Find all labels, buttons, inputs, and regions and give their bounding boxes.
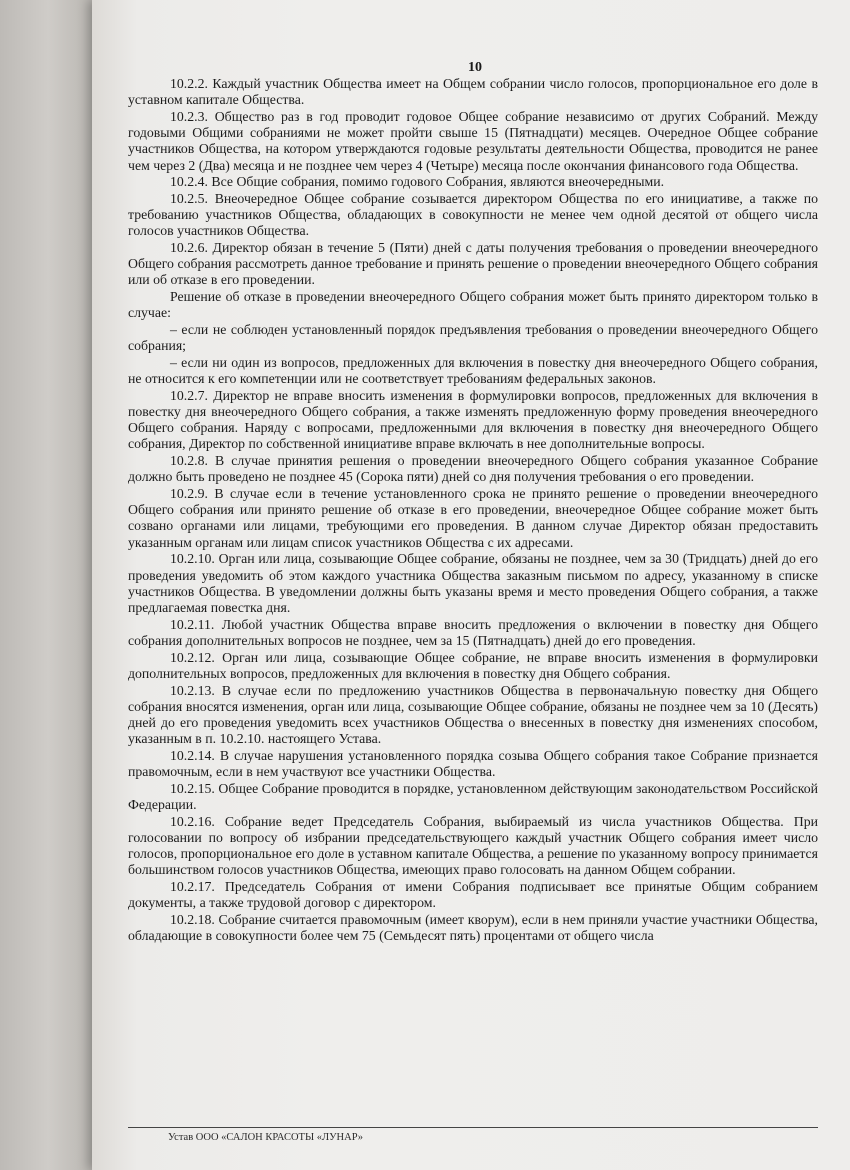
paragraph-10-2-11: 10.2.11. Любой участник Общества вправе вносить предложения о включении в повестку дня Общего собрания дополнительных вопросов не позднее, чем за 15 (Пятнадцать) дней до его проведения.: [128, 616, 818, 648]
paragraph-refusal-intro: Решение об отказе в проведении внеочередного Общего собрания может быть принято директором только в случае:: [128, 289, 818, 321]
paragraph-10-2-4: 10.2.4. Все Общие собрания, помимо годового Собрания, являются внеочередными.: [170, 174, 665, 190]
paragraph-10-2-17: 10.2.17. Председатель Собрания от имени Собрания подписывает все принятые Общим собранием документы, а также трудовой договор с директором.: [128, 878, 818, 911]
paragraph-10-2-6: 10.2.6. Директор обязан в течение 5 (Пяти) дней с даты получения требования о проведении внеочередного Общего собрания рассмотреть данное требование и принять решение о проведении внеочередного Общего собрания или об отказе в его проведении.: [128, 240, 818, 288]
paragraph-refusal-case-1: – если не соблюден установленный порядок предъявления требования о проведении внеочередного Общего собрания;: [128, 322, 818, 354]
page-number: 10: [468, 60, 482, 75]
paragraph-refusal-case-2: – если ни один из вопросов, предложенных для включения в повестку дня внеочередного Общего собрания, не относится к его компетенции или не соответствует требованиям федеральных законов.: [128, 354, 818, 387]
paragraph-10-2-15: 10.2.15. Общее Собрание проводится в порядке, установленном действующим законодательством Российской Федерации.: [128, 780, 818, 812]
footer-divider: [128, 1127, 818, 1128]
paragraph-10-2-7: 10.2.7. Директор не вправе вносить изменения в формулировки вопросов, предложенных для включения в повестку дня внеочередного Общего собрания, а также изменять предложенную форму проведения внеочередного Общего собрания. Наряду с вопросами, предложенными для включения в повестку дня внеочередного Общего собрания, Директор по собственной инициативе вправе включать в нее дополнительные вопросы.: [128, 387, 818, 452]
paragraph-10-2-3: 10.2.3. Общество раз в год проводит годовое Общее собрание независимо от других Собраний. Между годовыми Общими собраниями не может пройти свыше 15 (Пятнадцати) месяцев. Очередное Общее собрание участников Общества, на котором утверждаются годовые результаты деятельности Общества, проводится не ранее чем через 2 (Два) месяца и не позднее чем через 4 (Четыре) месяца после окончания финансового года Общества.: [128, 108, 818, 173]
paragraph-10-2-14: 10.2.14. В случае нарушения установленного порядка созыва Общего собрания такое Собрание признается правомочным, если в нем участвуют все участники Общества.: [128, 747, 818, 780]
paragraph-10-2-16: 10.2.16. Собрание ведет Председатель Собрания, выбираемый из числа участников Общества. При голосовании по вопросу об избрании председательствующего каждый участник Общего собрания имеет число голосов, пропорциональное его доле в уставном капитале Общества, а решение по указанному вопросу принимается большинством голосов участников Общества, имеющих право голосовать на данном Общем собрании.: [128, 813, 818, 878]
document-body: [128, 76, 818, 945]
paragraph-10-2-18: 10.2.18. Собрание считается правомочным (имеет кворум), если в нем приняли участие участники Общества, обладающие в совокупности более чем 75 (Семьдесят пять) процентами от общего числа: [128, 911, 818, 944]
paragraph-10-2-2: 10.2.2. Каждый участник Общества имеет на Общем собрании число голосов, пропорциональное его доле в уставном капитале Общества.: [128, 76, 818, 108]
paragraph-10-2-8: 10.2.8. В случае принятия решения о проведении внеочередного Общего собрания указанное Собрание должно быть проведено не позднее 45 (Сорока пяти) дней со дня получения требования о его проведении.: [128, 453, 818, 485]
paragraph-10-2-12: 10.2.12. Орган или лица, созывающие Общее собрание, не вправе вносить изменения в формулировки дополнительных вопросов, предложенных для включения в повестку дня Общего собрания.: [128, 649, 818, 681]
paragraph-10-2-13: 10.2.13. В случае если по предложению участников Общества в первоначальную повестку дня Общего собрания вносятся изменения, орган или лица, созывающие Общее собрание, обязаны не позднее чем за 10 (Десять) дней до его проведения уведомить всех участников Общества о внесенных в повестку дня изменениях способом, указанным в п. 10.2.10. настоящего Устава.: [128, 682, 818, 747]
document-page: [92, 0, 850, 1170]
paragraph-10-2-10: 10.2.10. Орган или лица, созывающие Общее собрание, обязаны не позднее, чем за 30 (Тридцать) дней до его проведения уведомить об этом каждого участника Общества заказным письмом по адресу, указанному в списке участников Общества. В уведомлении должны быть указаны время и место проведения Общего собрания, а также предлагаемая повестка дня.: [128, 551, 818, 615]
paragraph-10-2-5: 10.2.5. Внеочередное Общее собрание созывается директором Общества по его инициативе, а также по требованию участников Общества, обладающих в совокупности не менее чем одной десятой от общего числа голосов участников Общества.: [128, 190, 818, 239]
footer-label: Устав ООО «САЛОН КРАСОТЫ «ЛУНАР»: [168, 1132, 364, 1143]
paragraph-10-2-9: 10.2.9. В случае если в течение установленного срока не принято решение о проведении внеочередного Общего собрания или принято решение об отказе в его проведении, внеочередное Общее собрание может быть созвано органами или лицами, требующими его проведения. В данном случае Директор обязан предоставить указанным органам или лицам список участников Общества с их адресами.: [128, 486, 818, 550]
